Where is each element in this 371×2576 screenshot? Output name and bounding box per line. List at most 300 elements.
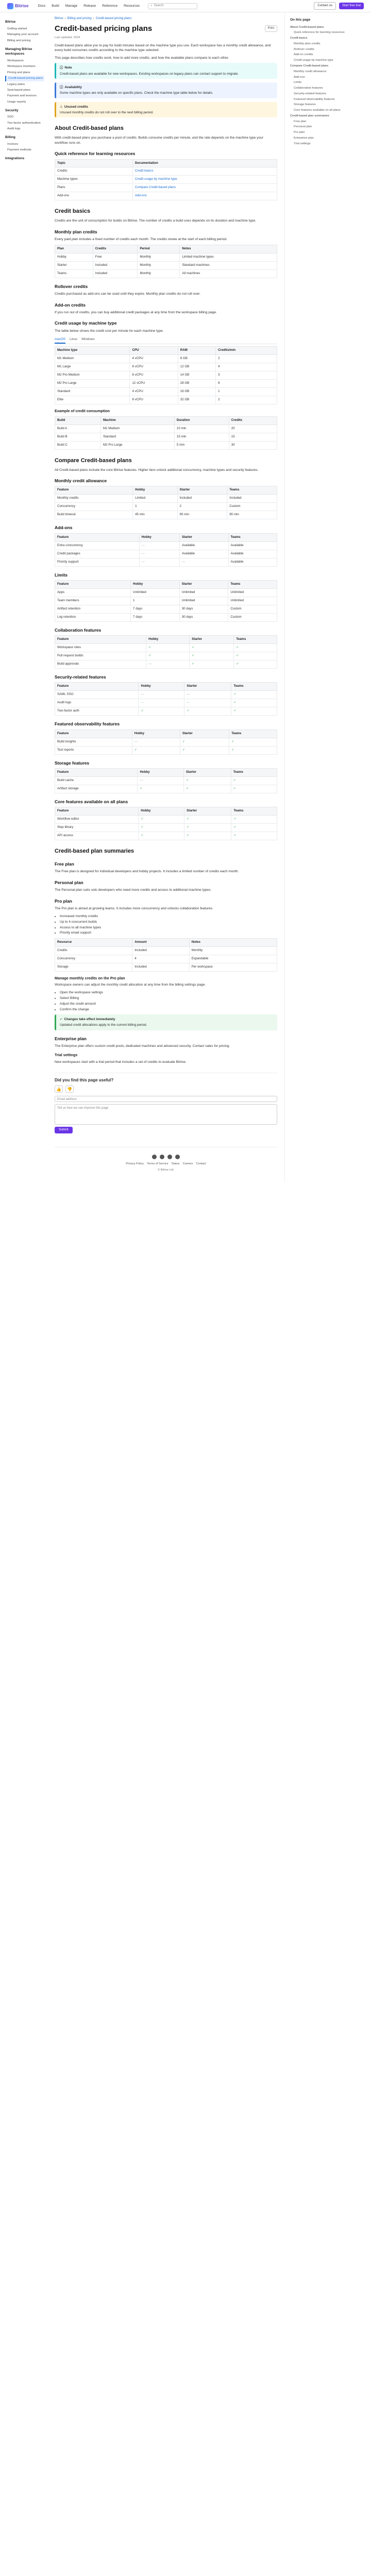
tab[interactable]: macOS	[55, 336, 65, 344]
sidebar-item[interactable]: Audit logs	[7, 127, 21, 131]
toc-link[interactable]: Core features available on all plans	[294, 109, 341, 112]
sidebar-section-title[interactable]: Billing	[5, 135, 15, 140]
list-item: • Adjust the credit amount	[60, 1002, 277, 1006]
table-cell: Artifact retention	[55, 605, 131, 613]
nav-item[interactable]: Resources	[124, 4, 140, 8]
table-cell: 30	[229, 441, 277, 449]
nav-item[interactable]: Docs	[38, 4, 46, 8]
sidebar-section-title[interactable]: Bitrise	[5, 20, 16, 24]
table-cell: 30 days	[179, 613, 228, 621]
table-header-cell: Feature	[55, 730, 132, 738]
feedback-form	[55, 1073, 277, 1133]
section-heading: Core features available on all plans	[55, 799, 128, 804]
chevron-right-icon: ›	[64, 17, 66, 20]
table-row	[55, 184, 277, 192]
page-meta: Last updated: 2024	[55, 36, 80, 40]
table-cell: Available	[228, 550, 277, 558]
section-heading: Storage features	[55, 760, 90, 766]
table-header-cell: Hobby	[133, 486, 177, 495]
table-cell: Monthly credits	[55, 495, 133, 503]
table-cell: ✓	[184, 707, 231, 716]
table-cell: ✓	[180, 738, 229, 746]
featured-table	[55, 730, 277, 755]
sidebar-section-title[interactable]: Integrations	[5, 157, 25, 161]
table-cell: ✓	[132, 746, 180, 754]
table-cell: 7 days	[131, 605, 180, 613]
machine-tabs	[55, 336, 277, 344]
table-header-cell: Feature	[55, 533, 140, 541]
table-cell: Credit packages	[55, 550, 140, 558]
add-on-paragraph: If you run out of credits, you can buy additional credit packages at any time from the workspace billing page.	[55, 310, 217, 314]
table-cell: —	[132, 738, 180, 746]
table-cell: 8 vCPU	[130, 396, 178, 404]
table-cell: M1 Medium	[100, 425, 174, 433]
nav-item[interactable]: Manage	[65, 4, 78, 8]
table-row	[55, 588, 277, 597]
toc-link[interactable]: Enterprise plan	[294, 136, 314, 140]
table-cell: ✓	[190, 660, 234, 669]
footer-links	[55, 1162, 277, 1166]
logo-text: Bitrise	[15, 3, 29, 9]
social-links	[55, 1155, 277, 1159]
table-header-cell: Machine	[100, 416, 174, 425]
table-header-cell: Feature	[55, 636, 146, 644]
footer-link[interactable]: Contact	[196, 1162, 206, 1165]
table-header-cell: Amount	[132, 938, 189, 946]
table-cell: 1	[131, 597, 180, 605]
sidebar-item[interactable]: Invoices	[7, 143, 19, 146]
table-cell: 1	[133, 503, 177, 511]
table-cell: —	[138, 776, 184, 785]
copyright: © Bitrise Ltd.	[157, 1168, 175, 1172]
table-cell: ✓	[190, 652, 234, 660]
table-header-cell: Hobby	[131, 580, 180, 588]
toc-link[interactable]: Trial settings	[294, 142, 311, 145]
table-cell: —	[139, 541, 179, 550]
toc-link[interactable]: Compare Credit-based plans	[290, 64, 329, 67]
table-row	[55, 816, 277, 824]
sidebar-item[interactable]: Payment methods	[7, 148, 31, 152]
core-table	[55, 807, 277, 840]
submit-button[interactable]: Submit	[55, 1127, 73, 1133]
info-title: Availability	[64, 86, 82, 90]
table-row	[55, 832, 277, 840]
section-heading: Trial settings	[55, 1053, 78, 1058]
email-field[interactable]: Email address	[55, 1096, 277, 1102]
comment-field[interactable]: Tell us how we can improve this page	[55, 1104, 277, 1125]
table-header-cell: Hobby	[132, 730, 180, 738]
table-header-cell: Hobby	[139, 683, 184, 691]
table-header-cell: Starter	[183, 768, 231, 776]
table-cell: Workflow editor	[55, 816, 139, 824]
table-cell: M2 Pro Medium	[55, 371, 130, 380]
table-row	[55, 597, 277, 605]
note-title: Note	[64, 66, 72, 70]
limits-table	[55, 580, 277, 622]
table-cell: Unlimited	[179, 588, 228, 597]
table-row	[55, 605, 277, 613]
table-cell: ✓	[139, 832, 184, 840]
sidebar-item[interactable]: Pricing and plans	[7, 71, 30, 74]
usage-table	[55, 346, 277, 404]
sidebar-section-title[interactable]: Security	[5, 108, 19, 112]
table-row	[55, 785, 277, 793]
table-row	[55, 699, 277, 707]
sidebar-item[interactable]: Workspaces	[7, 59, 24, 62]
table-header-cell: Credits	[229, 416, 277, 425]
table-cell: Build A	[55, 425, 101, 433]
table-cell: 1	[216, 388, 277, 396]
credit-basics-paragraph: Credits are the unit of consumption for builds on Bitrise. The number of credits a build uses depends on its duration and machine type.	[55, 219, 256, 223]
nav-item[interactable]: Release	[83, 4, 96, 8]
table-cell: ✓	[180, 746, 229, 754]
table-header-cell: Teams	[228, 580, 277, 588]
allowance-table	[55, 486, 277, 519]
table-cell[interactable]: Credit usage by machine type	[132, 176, 277, 184]
table-header-cell: Hobby	[139, 807, 184, 816]
table-header-cell: Starter	[180, 730, 229, 738]
logo[interactable]	[7, 3, 28, 9]
table-cell: ✓	[139, 824, 184, 832]
list-item: • Priority email support	[60, 930, 277, 935]
table-header-cell: RAM	[178, 347, 215, 355]
thumbs-down-icon[interactable]: 👎	[65, 1086, 74, 1093]
section-heading: Compare Credit-based plans	[55, 457, 132, 464]
sidebar-item[interactable]: Two-factor authentication	[7, 121, 41, 125]
table-header-cell: Credits	[93, 245, 138, 253]
list-item: • Select Billing	[60, 996, 277, 1001]
success-text: Updated credit allocations apply to the current billing period.	[60, 1023, 147, 1027]
table-row	[55, 396, 277, 404]
section-heading: Collaboration features	[55, 627, 102, 633]
table-cell: —	[139, 691, 184, 699]
linkedin-icon[interactable]	[160, 1155, 164, 1159]
table-row	[55, 738, 277, 746]
table-row	[55, 176, 277, 184]
table-cell: ✓	[234, 652, 277, 660]
table-cell: Starter	[55, 261, 93, 269]
toc-link[interactable]: Featured observability features	[294, 97, 335, 101]
print-button[interactable]: Print	[265, 25, 277, 32]
table-cell: Step library	[55, 824, 139, 832]
top-navigation	[0, 0, 371, 12]
intro-paragraph-2: This page describes how credits work, how to add more credits, and how the available plans compare to each other.	[55, 56, 229, 60]
table-cell: ✓	[231, 691, 277, 699]
trial-button[interactable]: Start free trial	[339, 3, 364, 9]
trial-paragraph: New workspaces start with a trial period that includes a set of credits to evaluate Bitrise.	[55, 1060, 187, 1064]
table-header-cell: Feature	[55, 580, 131, 588]
sidebar-item[interactable]: Billing and pricing	[7, 39, 31, 42]
table-cell: 5 min	[174, 441, 229, 449]
section-heading: Security-related features	[55, 674, 106, 680]
toc-link[interactable]: Pro plan	[294, 131, 305, 134]
sidebar-item[interactable]: Credit-based pricing plans	[5, 76, 44, 81]
table-cell: 20	[229, 425, 277, 433]
table-row	[55, 644, 277, 652]
section-heading: Monthly plan credits	[55, 229, 97, 234]
table-cell[interactable]: Credit basics	[132, 167, 277, 176]
sidebar-item[interactable]: Getting started	[7, 27, 27, 30]
table-cell: Monthly	[138, 269, 180, 278]
sidebar-item[interactable]: Workspace members	[7, 65, 36, 69]
table-cell: Standard machines	[180, 261, 277, 269]
table-cell: ✓	[184, 832, 231, 840]
footer-link[interactable]: Privacy Policy	[126, 1162, 144, 1165]
table-cell: Monthly	[189, 946, 277, 955]
table-cell: M1 Medium	[55, 355, 130, 363]
toc-link[interactable]: Add-on credits	[294, 53, 313, 57]
table-row	[55, 388, 277, 396]
nav-item[interactable]: Reference	[102, 4, 118, 8]
section-heading: Credit-based plan summaries	[55, 848, 134, 855]
table-row	[55, 955, 277, 963]
section-heading: Example of credit consumption	[55, 409, 110, 414]
table-cell: Standard	[100, 433, 174, 441]
table-row	[55, 963, 277, 971]
toc-link[interactable]: Free plan	[294, 120, 307, 123]
sidebar-section-title[interactable]: Managing Bitrise workspaces	[5, 47, 32, 56]
table-cell: 3	[216, 371, 277, 380]
example-table	[55, 416, 277, 450]
table-header-cell: Starter	[180, 533, 228, 541]
note-text: Credit-based plans are available for new workspaces. Existing workspaces on legacy plans can contact support to migrate.	[60, 72, 239, 76]
table-row	[55, 495, 277, 503]
table-cell: 8 vCPU	[130, 363, 178, 371]
breadcrumb-item[interactable]: Billing and pricing	[67, 17, 92, 20]
table-cell: Unlimited	[179, 597, 228, 605]
table-cell: ✓	[184, 824, 231, 832]
table-cell: Plans	[55, 184, 133, 192]
list-item: • Access to all machine types	[60, 925, 277, 930]
table-row	[55, 946, 277, 955]
table-row	[55, 558, 277, 566]
warning-icon: ⚠	[60, 105, 63, 109]
table-row	[55, 371, 277, 380]
breadcrumb-item[interactable]: Credit-based pricing plans	[95, 17, 132, 20]
table-cell: M2 Pro Large	[100, 441, 174, 449]
table-cell: 15	[229, 433, 277, 441]
twitter-icon[interactable]	[152, 1155, 157, 1159]
section-heading: Add-on credits	[55, 302, 86, 308]
table-cell: 6 GB	[178, 355, 215, 363]
table-cell: M2 Pro Large	[55, 380, 130, 388]
toc-link[interactable]: Credit-based plan summaries	[290, 114, 329, 117]
table-cell: ✓	[234, 644, 277, 652]
pro-bullets	[60, 914, 277, 936]
table-header-cell: Notes	[189, 938, 277, 946]
table-cell[interactable]: Compare Credit-based plans	[132, 184, 277, 192]
main-content	[47, 12, 284, 1182]
table-cell: Hobby	[55, 253, 93, 261]
table-cell: 4	[216, 363, 277, 371]
success-callout	[55, 1014, 277, 1030]
free-paragraph: The Free plan is designed for individual developers and hobby projects. It includes a limited number of credits each month.	[55, 870, 239, 874]
table-row	[55, 441, 277, 449]
table-cell: Standard	[55, 388, 130, 396]
security-table	[55, 682, 277, 716]
about-paragraph: With credit-based plans you purchase a pool of credits. Builds consume credits per minute, and the rate depends on the machine type your workflow runs on.	[55, 136, 264, 145]
table-row	[55, 660, 277, 669]
table-header-cell: Teams	[231, 807, 277, 816]
table-header-cell: Teams	[231, 768, 277, 776]
toc-link[interactable]: Rollover credits	[294, 47, 314, 51]
sidebar-item[interactable]: Legacy plans	[7, 82, 25, 86]
toc-link[interactable]: Monthly credit allowance	[294, 70, 327, 73]
table-header-cell: Hobby	[138, 768, 184, 776]
table-row	[55, 613, 277, 621]
toc-link[interactable]: Monthly plan credits	[294, 42, 321, 45]
tab[interactable]: Linux	[70, 337, 78, 342]
table-cell: Limited	[133, 495, 177, 503]
table-cell: Build timeout	[55, 511, 133, 519]
section-heading: Rollover credits	[55, 283, 88, 289]
list-item: • Increased monthly credits	[60, 914, 277, 919]
nav-right	[314, 2, 364, 10]
github-icon[interactable]	[167, 1155, 172, 1159]
table-row	[55, 707, 277, 716]
table-cell: Custom	[228, 605, 277, 613]
table-cell: ✓	[139, 816, 184, 824]
table-cell: 6	[216, 380, 277, 388]
sidebar-item[interactable]: Usage reports	[7, 100, 26, 104]
list-item: • Up to 4 concurrent builds	[60, 920, 277, 924]
note-callout	[55, 63, 277, 79]
nav-item[interactable]: Build	[52, 4, 59, 8]
check-icon: ✓	[60, 1017, 63, 1021]
table-cell: Available	[228, 558, 277, 566]
table-cell: —	[139, 550, 179, 558]
table-header-cell: CPU	[130, 347, 178, 355]
table-row	[55, 253, 277, 261]
table-cell: Per workspace	[189, 963, 277, 971]
breadcrumb-item[interactable]: Bitrise	[55, 17, 63, 20]
success-title: Changes take effect immediately	[64, 1017, 115, 1021]
sidebar-item[interactable]: Seat-based plans	[7, 88, 31, 92]
toc-link[interactable]: Storage features	[294, 103, 316, 107]
tab[interactable]: Windows	[81, 337, 95, 342]
table-cell: Audit logs	[55, 699, 139, 707]
sidebar-item[interactable]: SSO	[7, 115, 14, 119]
table-header-cell: Resource	[55, 938, 132, 946]
table-header-cell: Feature	[55, 683, 139, 691]
table-row	[55, 541, 277, 550]
toc-link[interactable]: Limits	[294, 81, 302, 84]
table-cell: Monthly	[138, 261, 180, 269]
collab-table	[55, 635, 277, 669]
table-cell: Team members	[55, 597, 131, 605]
rollover-paragraph: Credits purchased as add-ons can be used until they expire. Monthly plan credits do not roll over.	[55, 292, 200, 296]
list-item: • Confirm the change	[60, 1007, 277, 1012]
table-cell: Credits	[55, 167, 133, 176]
table-header-cell: Build	[55, 416, 101, 425]
storage-table	[55, 768, 277, 793]
table-header-cell: Machine type	[55, 347, 130, 355]
table-header-cell: Hobby	[146, 636, 190, 644]
table-cell: 90 min	[227, 511, 277, 519]
sidebar-item[interactable]: Managing your account	[7, 33, 39, 37]
table-header-cell: Starter	[177, 486, 227, 495]
info-icon: ⓘ	[60, 66, 63, 70]
table-cell: Artifact storage	[55, 785, 138, 793]
quick-ref-table	[55, 159, 277, 201]
table-cell: Custom	[227, 503, 277, 511]
table-header-cell: Feature	[55, 807, 139, 816]
table-cell: ✓	[231, 785, 277, 793]
table-header-cell: Teams	[229, 730, 277, 738]
table-cell: SAML SSO	[55, 691, 139, 699]
table-cell: Build cache	[55, 776, 138, 785]
footer-link[interactable]: Status	[171, 1162, 180, 1165]
section-heading: Manage monthly credits on the Pro plan	[55, 975, 125, 980]
youtube-icon[interactable]	[175, 1155, 180, 1159]
table-header-cell: Starter	[179, 580, 228, 588]
table-cell: Unlimited	[131, 588, 180, 597]
list-item: • Open the workspace settings	[60, 990, 277, 995]
toc-link[interactable]: Personal plan	[294, 125, 312, 129]
pro-table	[55, 938, 277, 972]
table-cell: 4 vCPU	[130, 388, 178, 396]
table-cell: 4 vCPU	[130, 355, 178, 363]
table-cell: Test reports	[55, 746, 132, 754]
table-cell: 15 min	[174, 433, 229, 441]
left-sidebar	[0, 12, 47, 1182]
footer-link[interactable]: Careers	[182, 1162, 193, 1165]
toc-link[interactable]: Credit usage by machine type	[294, 59, 333, 62]
table-row	[55, 192, 277, 200]
table-row	[55, 550, 277, 558]
search-input[interactable]	[148, 3, 197, 9]
table-cell: Elite	[55, 396, 130, 404]
table-header-cell: Teams	[234, 636, 277, 644]
table-cell: ✓	[139, 707, 184, 716]
toc-link[interactable]: Security-related features	[294, 92, 327, 95]
footer-link[interactable]: Terms of Service	[147, 1162, 168, 1165]
table-cell: ✓	[234, 660, 277, 669]
table-header-cell: Notes	[180, 245, 277, 253]
table-cell: —	[184, 699, 231, 707]
table-cell: —	[184, 691, 231, 699]
table-row	[55, 433, 277, 441]
table-cell: Storage	[55, 963, 132, 971]
table-header-cell: Topic	[55, 159, 133, 167]
table-row	[55, 511, 277, 519]
table-header-cell: Teams	[231, 683, 277, 691]
section-heading: Quick reference for learning resources	[55, 151, 136, 157]
toc-link[interactable]: Credit basics	[290, 37, 308, 40]
warning-text: Unused monthly credits do not roll over to the next billing period.	[60, 110, 154, 114]
table-cell: —	[146, 660, 190, 669]
thumbs-up-icon[interactable]: 👍	[55, 1086, 63, 1093]
enterprise-paragraph: The Enterprise plan offers custom credit pools, dedicated machines and advanced security. Contact sales for pricing.	[55, 1044, 230, 1048]
toc-link[interactable]: About Credit-based plans	[290, 25, 324, 29]
table-header-cell: Feature	[55, 486, 133, 495]
table-cell: Concurrency	[55, 955, 132, 963]
table-cell: Add-ons	[55, 192, 133, 200]
toc-link[interactable]: Quick reference for learning resources	[294, 31, 345, 35]
contact-button[interactable]: Contact us	[314, 2, 336, 10]
sidebar-item[interactable]: Payment and invoices	[7, 94, 37, 98]
table-row	[55, 363, 277, 371]
toc-link[interactable]: Add-ons	[294, 75, 305, 79]
section-heading: Enterprise plan	[55, 1036, 87, 1041]
table-cell[interactable]: Add-ons	[132, 192, 277, 200]
table-cell: Build B	[55, 433, 101, 441]
table-cell: Priority support	[55, 558, 140, 566]
toc-link[interactable]: Collaboration features	[294, 87, 323, 90]
table-cell: Unlimited	[228, 597, 277, 605]
table-cell: 4	[132, 955, 189, 963]
table-cell: 2	[216, 396, 277, 404]
